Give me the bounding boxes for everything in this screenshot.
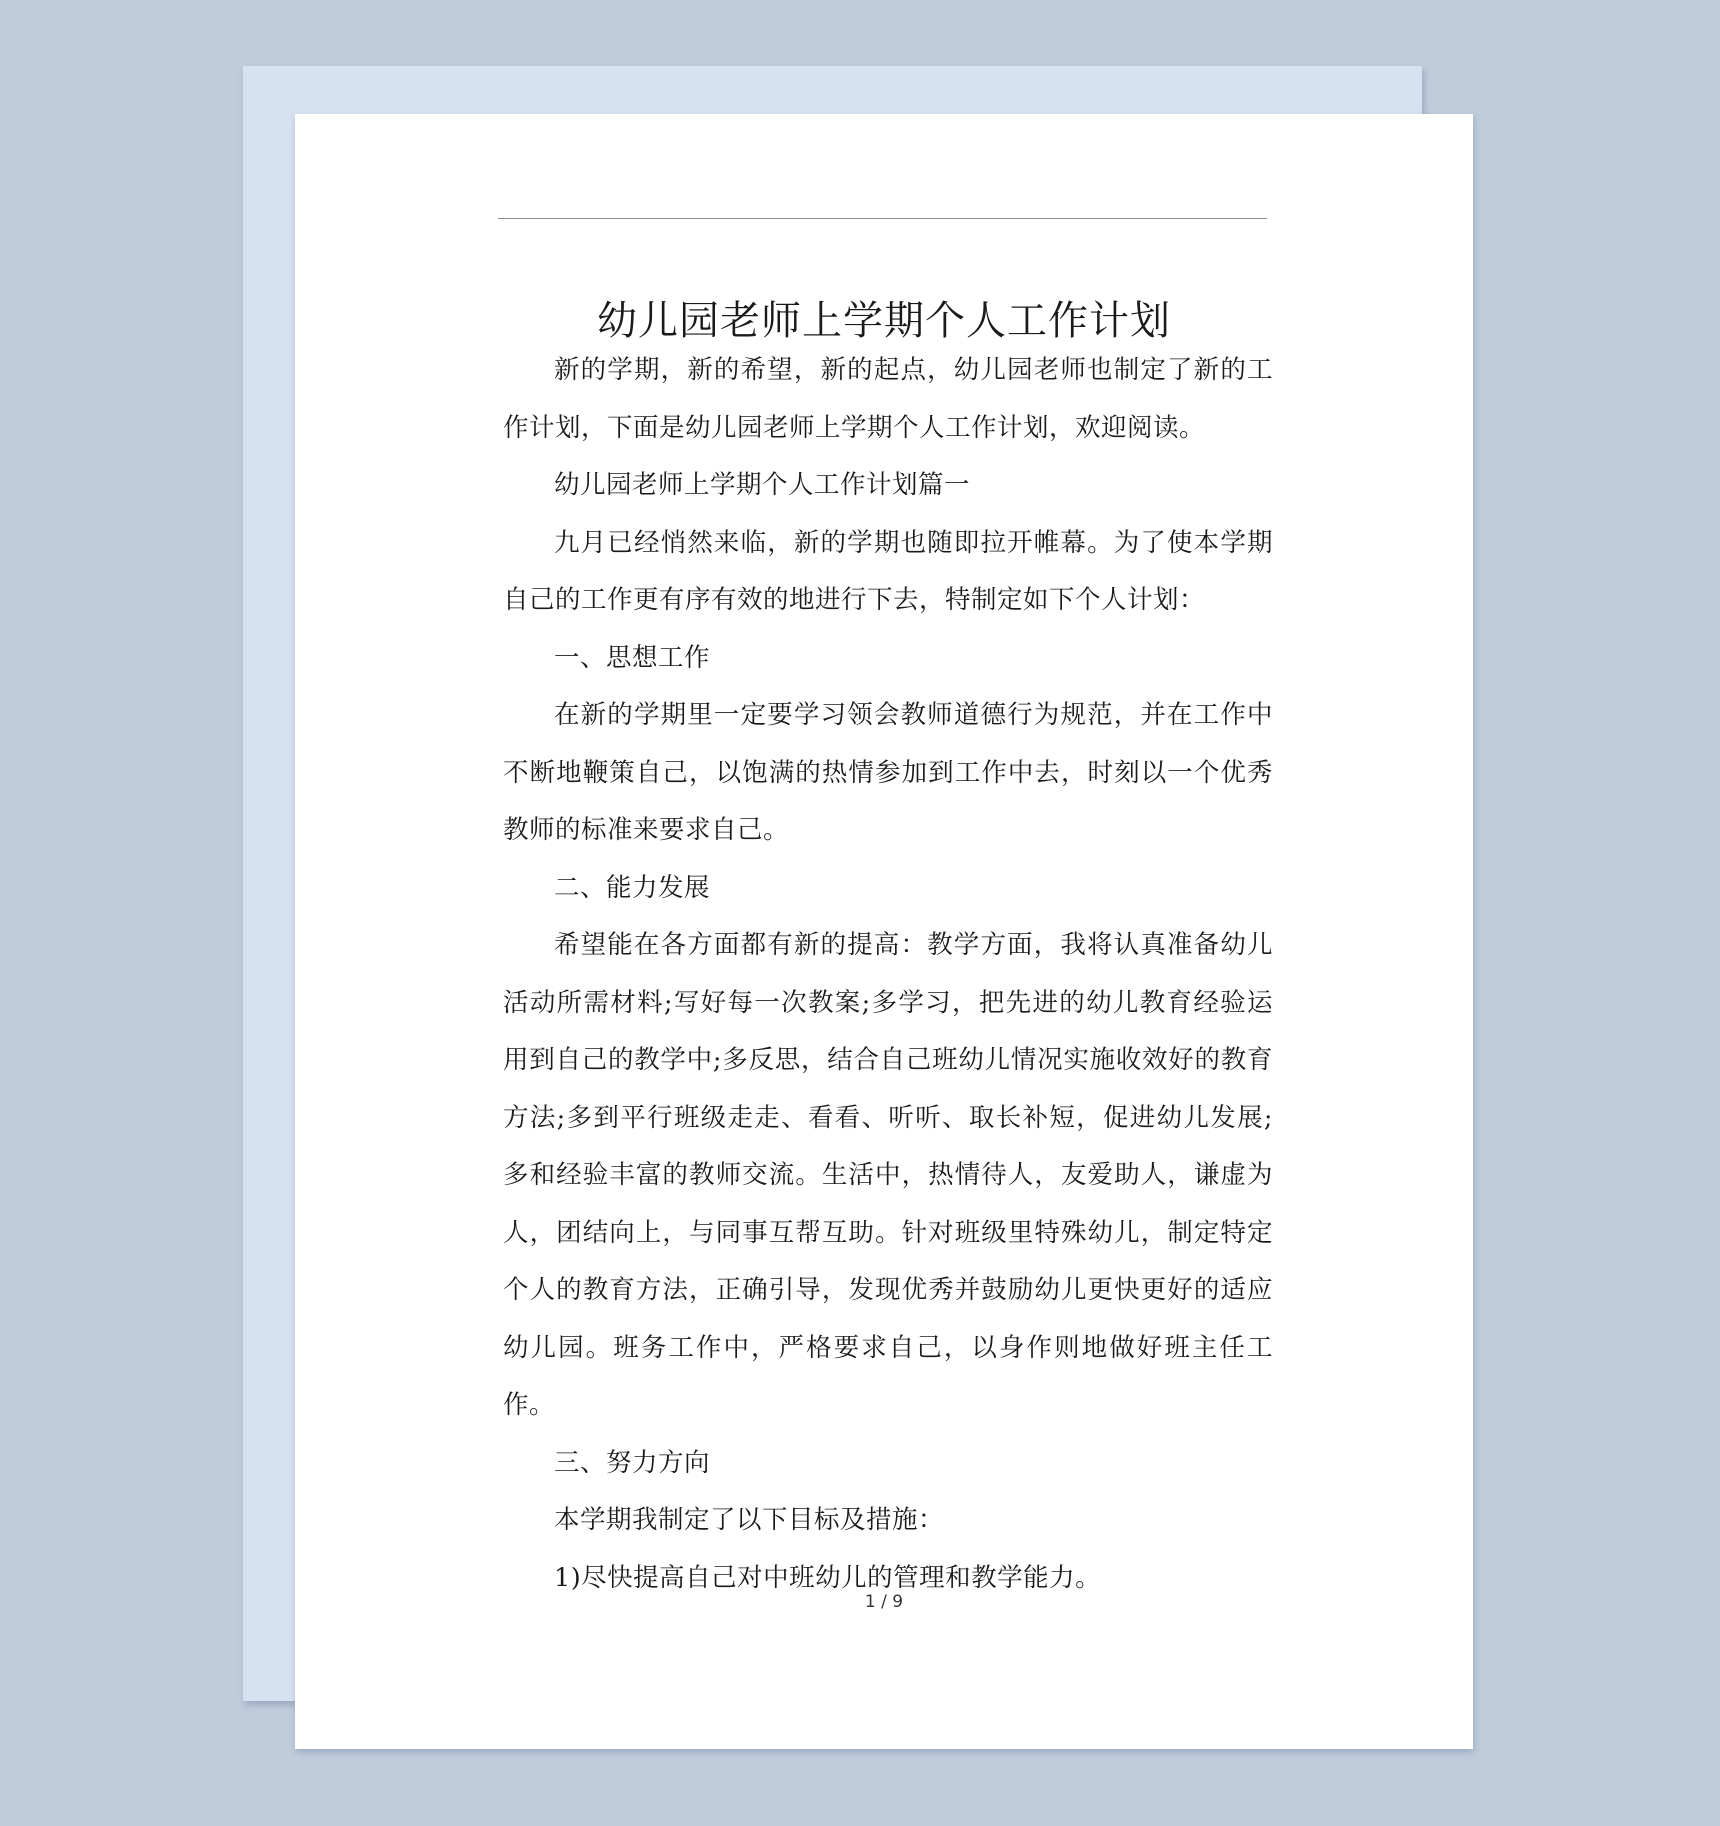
document-body bbox=[503, 342, 1273, 1607]
ability-paragraph: 希望能在各方面都有新的提高：教学方面，我将认真准备幼儿活动所需材料;写好每一次教案;多学习，把先进的幼儿教育经验运用到自己的教学中;多反思，结合自己班幼儿情况实施收效好的教育方法;多到平行班级走走、看看、听听、取长补短，促进幼儿发展;多和经验丰富的教师交流。生活中，热情待人，友爱助人，谦虚为人，团结向上，与同事互帮互助。针对班级里特殊幼儿，制定特定个人的教育方法，正确引导，发现优秀并鼓励幼儿更快更好的适应幼儿园。班务工作中，严格要求自己，以身作则地做好班主任工作。 bbox=[503, 930, 1273, 1420]
heading-ideology-work: 一、思想工作 bbox=[554, 642, 711, 673]
page-number: 1 / 9 bbox=[864, 1592, 904, 1612]
section-heading-part-one: 幼儿园老师上学期个人工作计划篇一 bbox=[554, 470, 971, 500]
intro-paragraph: 新的学期，新的希望，新的起点，幼儿园老师也制定了新的工作计划，下面是幼儿园老师上学期个人工作计划，欢迎阅读。 bbox=[503, 355, 1273, 443]
header-divider bbox=[498, 218, 1267, 219]
goal-item-1: 1)尽快提高自己对中班幼儿的管理和教学能力。 bbox=[554, 1562, 1102, 1593]
heading-direction: 三、努力方向 bbox=[554, 1447, 711, 1478]
document-title: 幼儿园老师上学期个人工作计划 bbox=[597, 298, 1171, 344]
opening-paragraph: 九月已经悄然来临，新的学期也随即拉开帷幕。为了使本学期自己的工作更有序有效的地进行下去，特制定如下个人计划： bbox=[503, 527, 1273, 615]
heading-ability-development: 二、能力发展 bbox=[554, 872, 711, 903]
ideology-paragraph: 在新的学期里一定要学习领会教师道德行为规范，并在工作中不断地鞭策自己，以饱满的热情参加到工作中去，时刻以一个优秀教师的标准来要求自己。 bbox=[503, 700, 1273, 845]
goals-intro-paragraph: 本学期我制定了以下目标及措施： bbox=[554, 1505, 945, 1535]
document-page bbox=[295, 114, 1473, 1749]
